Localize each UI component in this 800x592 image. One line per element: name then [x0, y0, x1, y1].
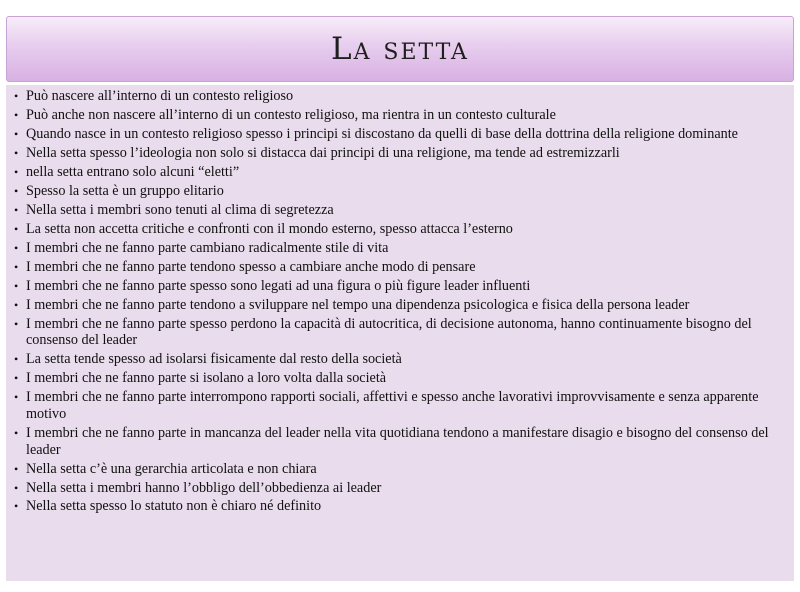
bullet-dot-icon: • — [14, 278, 19, 293]
bullet-dot-icon: • — [14, 164, 19, 179]
bullet-dot-icon: • — [14, 297, 19, 312]
bullet-item — [14, 461, 784, 478]
bullet-dot-icon: • — [14, 202, 19, 217]
bullet-text: Può anche non nascere all’interno di un contesto religioso, ma rientra in un contesto culturale — [26, 106, 556, 123]
bullet-dot-icon: • — [14, 316, 19, 331]
bullet-text: I membri che ne fanno parte cambiano radicalmente stile di vita — [26, 239, 389, 256]
bullet-text: I membri che ne fanno parte tendono spesso a cambiare anche modo di pensare — [26, 258, 476, 275]
bullet-text: I membri che ne fanno parte spesso perdono la capacità di autocritica, di decisione autonoma, hanno continuamente bisogno del consenso del leader — [26, 315, 752, 349]
bullet-dot-icon: • — [14, 107, 19, 122]
bullet-text: I membri che ne fanno parte interrompono rapporti sociali, affettivi e spesso anche lavorativi improvvisamente e senza apparente motivo — [26, 389, 759, 422]
bullet-item — [14, 164, 784, 181]
bullet-item — [14, 183, 784, 200]
bullet-text: Quando nasce in un contesto religioso spesso i principi si discostano da quelli di base della dottrina della religione dominante — [26, 125, 738, 142]
bullet-text: Nella setta i membri sono tenuti al clima di segretezza — [26, 201, 334, 218]
bullet-dot-icon: • — [14, 390, 19, 405]
bullet-list — [14, 88, 784, 515]
bullet-item — [14, 316, 784, 349]
bullet-item — [14, 389, 784, 422]
bullet-dot-icon: • — [14, 425, 19, 440]
bullet-item — [14, 240, 784, 257]
slide-title: La setta — [331, 31, 469, 67]
bullet-dot-icon: • — [14, 352, 19, 367]
bullet-text: Può nascere all’interno di un contesto religioso — [26, 88, 294, 104]
bullet-item — [14, 370, 784, 387]
bullet-item — [14, 498, 784, 515]
content-panel — [6, 85, 794, 581]
bullet-text: La setta non accetta critiche e confronti con il mondo esterno, spesso attacca l’esterno — [26, 220, 513, 237]
bullet-item — [14, 145, 784, 162]
title-banner — [6, 16, 794, 82]
bullet-text: nella setta entrano solo alcuni “eletti” — [26, 163, 240, 180]
bullet-item — [14, 107, 784, 124]
bullet-dot-icon: • — [14, 480, 19, 495]
bullet-item — [14, 259, 784, 276]
bullet-item — [14, 88, 784, 105]
bullet-dot-icon: • — [14, 145, 19, 160]
bullet-text: Spesso la setta è un gruppo elitario — [26, 182, 224, 199]
bullet-text: I membri che ne fanno parte tendono a sviluppare nel tempo una dipendenza psicologica e fisica della persona leader — [26, 296, 690, 313]
bullet-text: Nella setta spesso lo statuto non è chiaro né definito — [26, 498, 322, 515]
bullet-item — [14, 278, 784, 295]
bullet-text: Nella setta i membri hanno l’obbligo dell’obbedienza ai leader — [26, 479, 382, 496]
bullet-dot-icon: • — [14, 89, 19, 103]
bullet-item — [14, 351, 784, 368]
bullet-item — [14, 126, 784, 143]
bullet-item — [14, 221, 784, 238]
bullet-item — [14, 425, 784, 458]
bullet-text: Nella setta c’è una gerarchia articolata e non chiara — [26, 460, 317, 477]
bullet-text: I membri che ne fanno parte si isolano a loro volta dalla società — [26, 370, 387, 387]
bullet-text: La setta tende spesso ad isolarsi fisicamente dal resto della società — [26, 351, 402, 368]
bullet-text: Nella setta spesso l’ideologia non solo si distacca dai principi di una religione, ma tende ad estremizzarli — [26, 144, 620, 161]
bullet-text: I membri che ne fanno parte in mancanza del leader nella vita quotidiana tendono a manifestare disagio e bisogno del consenso del leader — [26, 424, 769, 458]
bullet-dot-icon: • — [14, 240, 19, 255]
bullet-dot-icon: • — [14, 461, 19, 476]
bullet-dot-icon: • — [14, 259, 19, 274]
bullet-dot-icon: • — [14, 221, 19, 236]
bullet-item — [14, 297, 784, 314]
bullet-text: I membri che ne fanno parte spesso sono legati ad una figura o più figure leader influenti — [26, 277, 531, 294]
bullet-item — [14, 480, 784, 497]
bullet-dot-icon: • — [14, 183, 19, 198]
bullet-dot-icon: • — [14, 499, 19, 514]
bullet-dot-icon: • — [14, 126, 19, 141]
bullet-item — [14, 202, 784, 219]
bullet-dot-icon: • — [14, 371, 19, 386]
